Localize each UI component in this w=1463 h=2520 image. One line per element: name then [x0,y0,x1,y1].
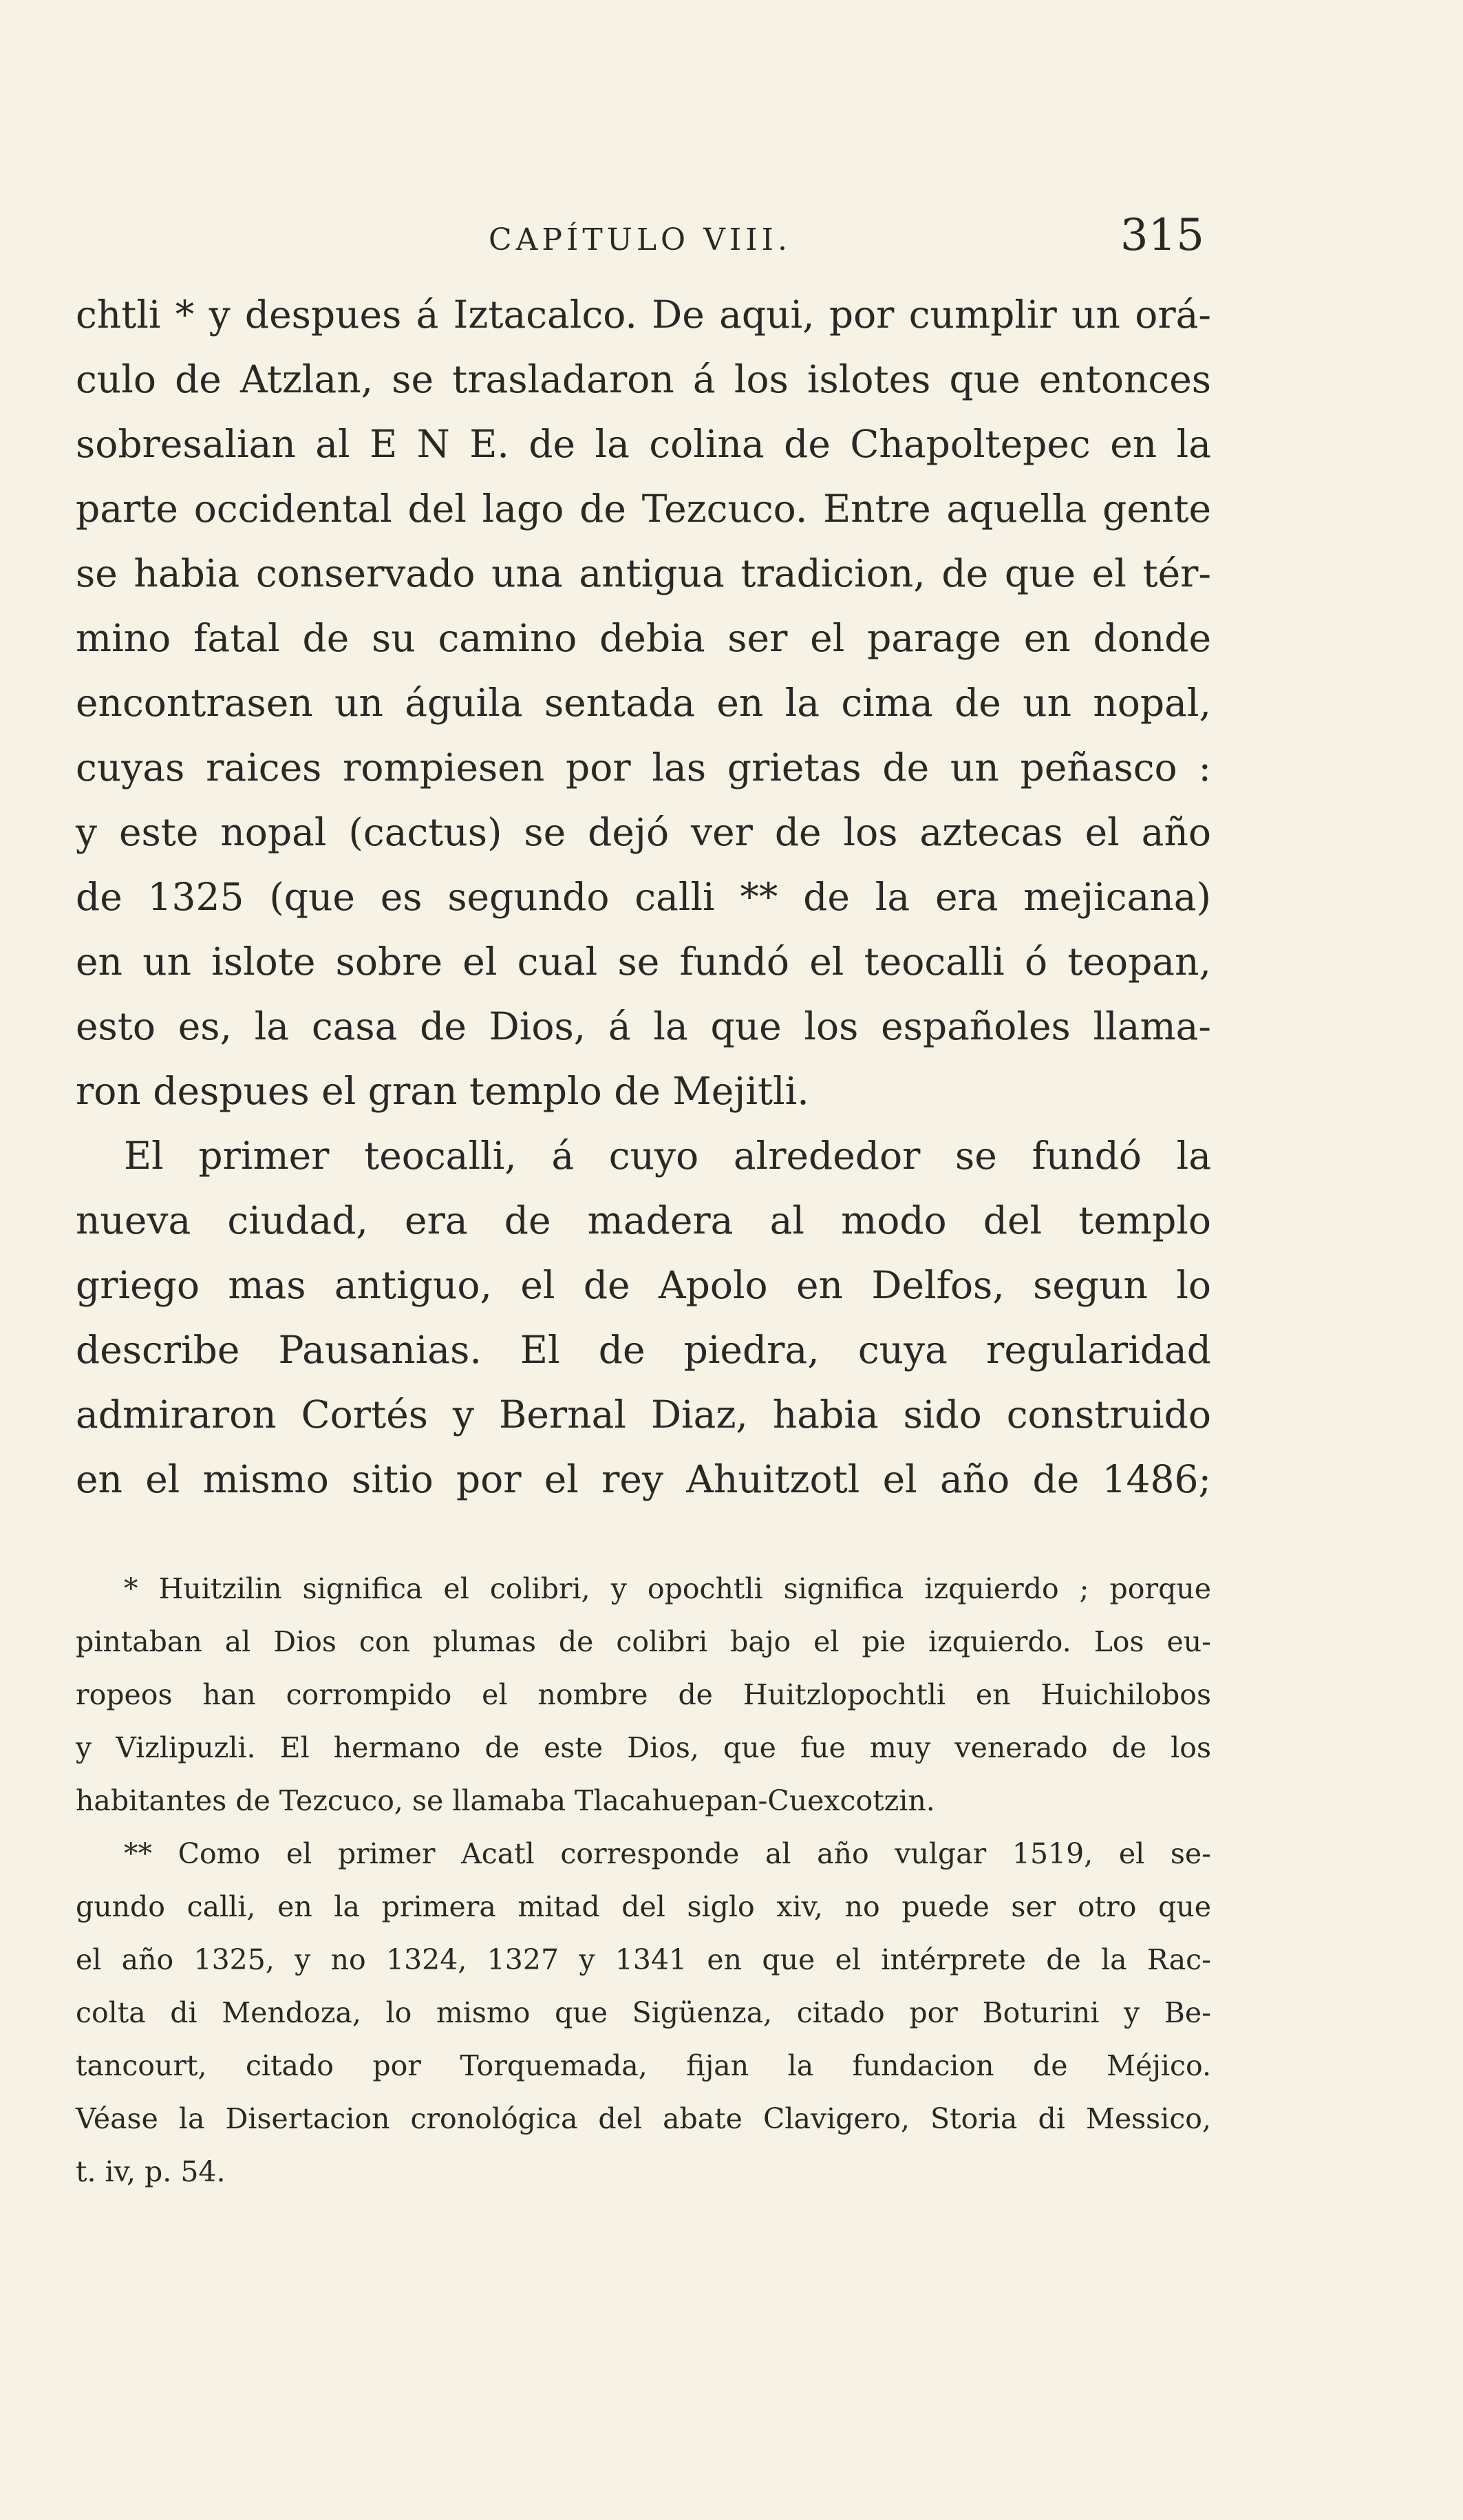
footnote-line: * Huitzilin significa el colibri, y opochtli significa izquierdo ; porque [124,1572,1211,1605]
footnote-line: Véase la Disertacion cronológica del abate Clavigero, Storia di Messico, [76,2102,1211,2135]
text-line: El primer teocalli, á cuyo alrededor se fundó la [124,1134,1211,1178]
text-line: esto es, la casa de Dios, á la que los españoles llama- [76,1004,1211,1048]
footnote-2 [76,1828,1211,2199]
text-line: se habia conservado una antigua tradicion, de que el tér- [76,551,1211,595]
text-line: de 1325 (que es segundo calli ** de la era mejicana) [76,875,1211,919]
main-text [76,282,1211,1512]
footnotes [76,1563,1211,2199]
footnote-line: gundo calli, en la primera mitad del siglo xiv, no puede ser otro que [76,1890,1211,1923]
footnote-line: el año 1325, y no 1324, 1327 y 1341 en que el intérprete de la Rac- [76,1943,1211,1976]
page-header [76,210,1204,272]
text-line: sobresalian al E N E. de la colina de Chapoltepec en la [76,422,1211,466]
page-number: 315 [1120,210,1204,261]
footnote-line: t. iv, p. 54. [76,2155,226,2188]
footnote-line: tancourt, citado por Torquemada, fijan la fundacion de Méjico. [76,2049,1211,2082]
text-line: chtli * y despues á Iztacalco. De aqui, por cumplir un orá- [76,293,1211,337]
text-line: cuyas raices rompiesen por las grietas de un peñasco : [76,745,1211,790]
text-line: nueva ciudad, era de madera al modo del templo [76,1198,1211,1242]
text-line: culo de Atzlan, se trasladaron á los islotes que entonces [76,357,1211,401]
footnote-line: pintaban al Dios con plumas de colibri bajo el pie izquierdo. Los eu- [76,1625,1211,1658]
text-line: en un islote sobre el cual se fundó el teocalli ó teopan, [76,940,1211,984]
text-line: y este nopal (cactus) se dejó ver de los aztecas el año [76,810,1211,854]
text-line: mino fatal de su camino debia ser el parage en donde [76,616,1211,660]
footnote-line: ** Como el primer Acatl corresponde al año vulgar 1519, el se- [124,1837,1211,1870]
text-line: encontrasen un águila sentada en la cima de un nopal, [76,681,1211,725]
footnote-line: y Vizlipuzli. El hermano de este Dios, que fue muy venerado de los [76,1731,1211,1764]
text-line: ron despues el gran templo de Mejitli. [76,1069,809,1113]
text-line: describe Pausanias. El de piedra, cuya regularidad [76,1328,1211,1372]
footnote-1 [76,1563,1211,1828]
text-line: griego mas antiguo, el de Apolo en Delfos, segun lo [76,1263,1211,1307]
text-line: admiraron Cortés y Bernal Diaz, habia sido construido [76,1393,1211,1437]
text-line: parte occidental del lago de Tezcuco. Entre aquella gente [76,487,1211,531]
text-line: en el mismo sitio por el rey Ahuitzotl el año de 1486; [76,1457,1211,1501]
footnote-line: colta di Mendoza, lo mismo que Sigüenza, citado por Boturini y Be- [76,1996,1211,2029]
footnote-line: ropeos han corrompido el nombre de Huitzlopochtli en Huichilobos [76,1678,1211,1711]
running-head: CAPÍTULO VIII. [488,222,792,257]
footnote-line: habitantes de Tezcuco, se llamaba Tlacahuepan-Cuexcotzin. [76,1784,935,1817]
